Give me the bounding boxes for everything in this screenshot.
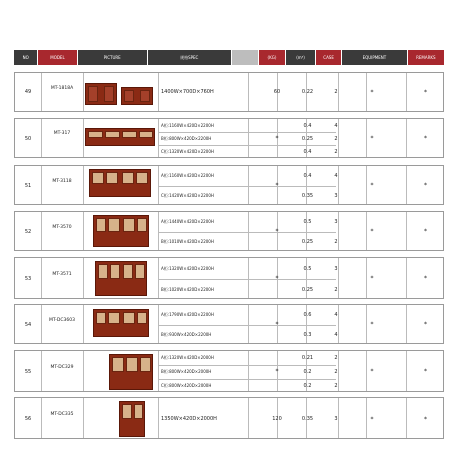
header-no: NO: [14, 50, 38, 65]
row-spec-b: B柜:800W×420D×2200H: [161, 136, 212, 141]
row-case-c: 2: [334, 383, 338, 389]
furniture-image: [89, 169, 151, 197]
row-qty: *: [275, 275, 279, 282]
row-remarks: *: [424, 416, 427, 423]
table-row-55: [14, 350, 444, 392]
row-vol-a: 0.4: [303, 173, 312, 179]
header-blank: [232, 50, 259, 65]
row-model: MT-3570: [52, 225, 72, 230]
row-case-a: 4: [334, 173, 338, 179]
row-vol-b: 0.25: [301, 239, 314, 245]
row-qty: *: [275, 321, 279, 328]
row-spec-b: B柜:930W×420D×2200H: [161, 332, 212, 337]
row-spec: 1350W×420D×2000H: [161, 416, 217, 422]
row-spec-a: A柜:1320W×420D×2000H: [161, 355, 214, 360]
row-vol-b: 0.25: [301, 136, 314, 142]
row-vol-c: 0.35: [301, 193, 314, 199]
furniture-image: [93, 215, 149, 247]
row-equipment: *: [370, 182, 374, 189]
row-case-b: 2: [334, 287, 338, 293]
row-case-a: 3: [334, 219, 338, 225]
row-vol-a: 0.21: [301, 355, 314, 361]
row-spec-a: A柜:1790W×420D×2200H: [161, 312, 214, 317]
row-vol-a: 0.5: [303, 266, 312, 272]
row-case-a: 4: [334, 123, 338, 129]
row-spec-a: A柜:1320W×420D×2200H: [161, 266, 214, 271]
row-remarks: *: [424, 321, 427, 328]
row-case-a: 3: [334, 266, 338, 272]
row-case-c: 3: [334, 193, 338, 199]
row-spec-c: C柜:1320W×420D×2200H: [161, 149, 214, 154]
row-qty: *: [275, 182, 279, 189]
row-equipment: *: [370, 368, 374, 375]
row-case-c: 2: [334, 149, 338, 155]
row-model: MT-DC329: [50, 365, 74, 370]
furniture-image: [85, 128, 155, 146]
row-no: 52: [24, 229, 32, 235]
row-qty: 60: [273, 89, 281, 95]
row-spec-a: A柜:1440W×420D×2200H: [161, 219, 214, 224]
row-equipment: *: [370, 275, 374, 282]
table-row-52: [14, 211, 444, 251]
furniture-image: [119, 401, 145, 437]
header-vol: (m³): [286, 50, 316, 65]
row-vol-c: 0.2: [303, 383, 312, 389]
table-row-50: [14, 118, 444, 158]
row-qty: *: [275, 228, 279, 235]
row-no: 55: [24, 369, 32, 375]
row-model: MT-DC3603: [49, 318, 75, 323]
row-case: 2: [334, 89, 338, 95]
row-case-a: 4: [334, 312, 338, 318]
row-model: MT-317: [53, 131, 71, 136]
header-equipment: EQUIPMENT: [342, 50, 407, 65]
row-vol-a: 0.4: [303, 123, 312, 129]
header-qty: (KG): [259, 50, 286, 65]
header-remarks: REMARKS: [408, 50, 444, 65]
row-case-b: 2: [334, 369, 338, 375]
row-no: 54: [24, 322, 32, 328]
row-vol: 0.22: [301, 89, 314, 95]
row-model: MT-1818A: [50, 86, 74, 91]
header-spec: 规格SPEC: [148, 50, 232, 65]
row-remarks: *: [424, 228, 427, 235]
row-spec-b: B柜:1010W×420D×2200H: [161, 239, 214, 244]
row-vol-c: 0.4: [303, 149, 312, 155]
row-spec-b: B柜:800W×420D×2000H: [161, 369, 212, 374]
row-remarks: *: [424, 89, 427, 96]
row-spec: 1400W×700D×760H: [161, 89, 214, 95]
row-equipment: *: [370, 135, 374, 142]
row-remarks: *: [424, 368, 427, 375]
row-case-b: 2: [334, 136, 338, 142]
row-case-b: 2: [334, 239, 338, 245]
table-row-56: [14, 397, 444, 439]
row-no: 56: [24, 416, 32, 422]
table-row-54: [14, 304, 444, 344]
row-spec-c: C柜:1420W×420D×2200H: [161, 193, 214, 198]
header-model: MODEL: [38, 50, 77, 65]
row-remarks: *: [424, 182, 427, 189]
row-qty: *: [275, 368, 279, 375]
row-model: MT-3118: [52, 179, 72, 184]
row-spec-c: C柜:800W×420D×2000H: [161, 383, 212, 388]
row-model: MT-DC335: [50, 412, 74, 417]
row-vol-b: 0.2: [303, 369, 312, 375]
row-qty: 120: [272, 416, 282, 422]
furniture-image: [93, 309, 149, 337]
row-equipment: *: [370, 321, 374, 328]
row-spec-a: A柜:1160W×420D×2200H: [161, 123, 214, 128]
row-vol-b: 0.25: [301, 287, 314, 293]
row-model: MT-3571: [52, 272, 72, 277]
row-vol-a: 0.6: [303, 312, 312, 318]
row-case-b: 4: [334, 332, 338, 338]
row-qty: *: [275, 135, 279, 142]
furniture-image: [109, 354, 153, 390]
row-equipment: *: [370, 228, 374, 235]
row-no: 53: [24, 276, 32, 282]
header-picture: PICTURE: [78, 50, 148, 65]
row-remarks: *: [424, 135, 427, 142]
row-no: 51: [24, 183, 32, 189]
header-case: CASE: [316, 50, 342, 65]
table-row-49: [14, 72, 444, 112]
table-row-53: [14, 257, 444, 299]
row-no: 50: [24, 136, 32, 142]
row-vol-b: 0.3: [303, 332, 312, 338]
row-equipment: *: [370, 89, 374, 96]
row-case-a: 2: [334, 355, 338, 361]
row-equipment: *: [370, 416, 374, 423]
row-vol: 0.35: [301, 416, 314, 422]
row-vol-a: 0.5: [303, 219, 312, 225]
furniture-image: [95, 261, 147, 296]
row-no: 49: [24, 89, 32, 95]
row-spec-a: A柜:1160W×420D×2200H: [161, 173, 214, 178]
row-case: 3: [334, 416, 338, 422]
table-header: [14, 50, 444, 65]
row-remarks: *: [424, 275, 427, 282]
row-spec-b: B柜:1020W×420D×2200H: [161, 287, 214, 292]
table-row-51: [14, 165, 444, 205]
